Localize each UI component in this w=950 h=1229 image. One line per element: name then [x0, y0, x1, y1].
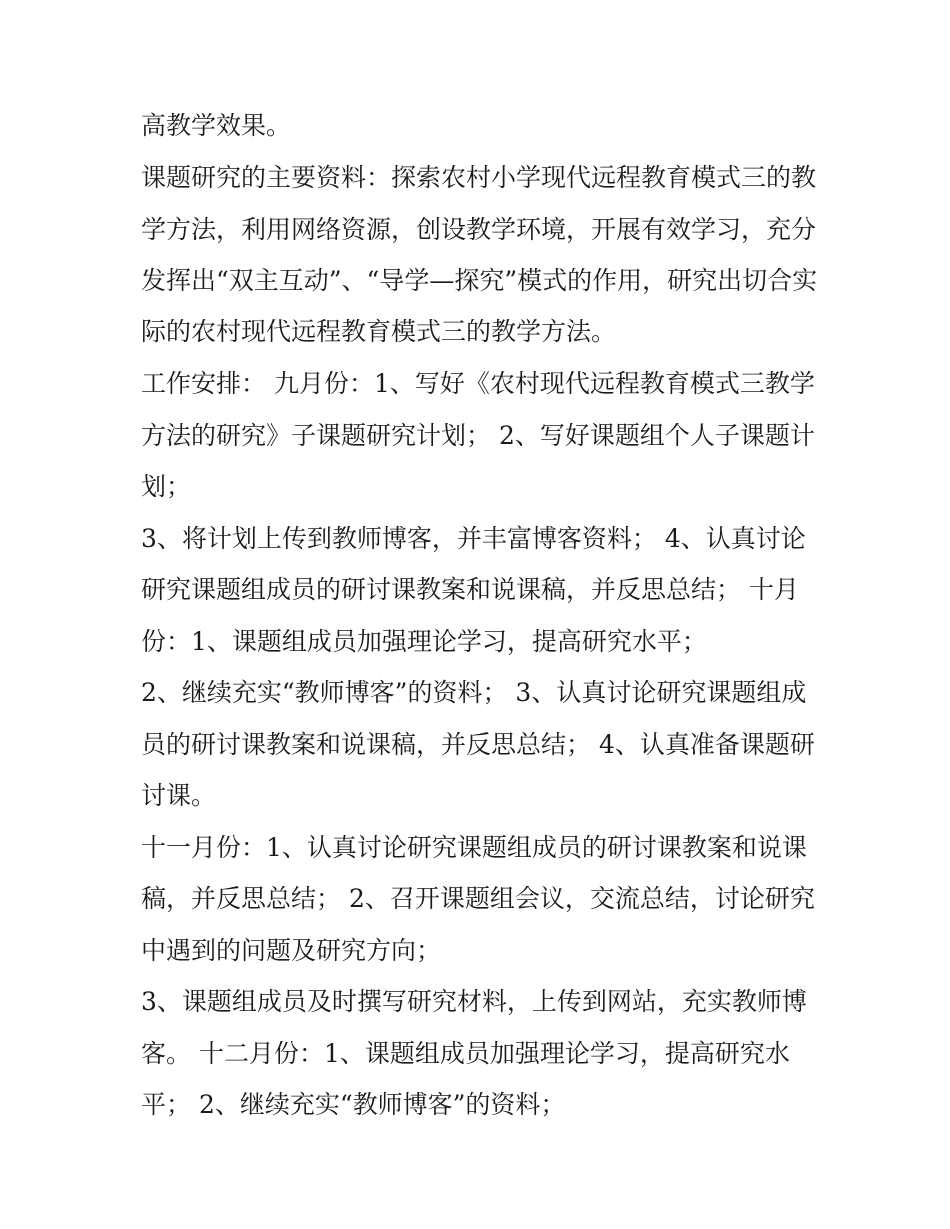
- text-line: 平； 2、继续充实“教师博客”的资料；: [141, 1090, 566, 1119]
- text-line: 3、课题组成员及时撰写研究材料，上传到网站，充实教师博: [141, 987, 807, 1016]
- text-line: 3、将计划上传到教师博客，并丰富博客资料； 4、认真讨论: [141, 524, 806, 553]
- text-line: 研究课题组成员的研讨课教案和说课稿，并反思总结； 十月: [141, 575, 799, 604]
- text-line: 讨课。: [141, 781, 217, 810]
- text-line: 工作安排： 九月份：1、写好《农村现代远程教育模式三教学: [141, 369, 815, 398]
- text-line: 客。 十二月份：1、课题组成员加强理论学习，提高研究水: [141, 1039, 790, 1068]
- text-line: 份：1、课题组成员加强理论学习，提高研究水平；: [141, 627, 707, 656]
- text-line: 方法的研究》子课题研究计划； 2、写好课题组个人子课题计: [141, 421, 815, 450]
- text-line: 高教学效果。: [141, 111, 292, 140]
- text-line: 稿，并反思总结； 2、召开课题组会议，交流总结，讨论研究: [141, 884, 815, 913]
- text-line: 员的研讨课教案和说课稿，并反思总结； 4、认真准备课题研: [141, 730, 815, 759]
- text-line: 划；: [141, 472, 192, 501]
- text-line: 发挥出“双主互动”、“导学—探究”模式的作用，研究出切合实: [141, 266, 818, 295]
- text-line: 际的农村现代远程教育模式三的教学方法。: [141, 317, 617, 346]
- text-line: 学方法，利用网络资源，创设教学环境，开展有效学习，充分: [141, 215, 817, 244]
- text-line: 中遇到的问题及研究方向；: [141, 936, 442, 965]
- text-line: 十一月份：1、认真讨论研究课题组成员的研讨课教案和说课: [141, 833, 807, 862]
- text-line: 课题研究的主要资料：探索农村小学现代远程教育模式三的教: [141, 163, 817, 192]
- text-line: 2、继续充实“教师博客”的资料； 3、认真讨论研究课题组成: [141, 678, 807, 707]
